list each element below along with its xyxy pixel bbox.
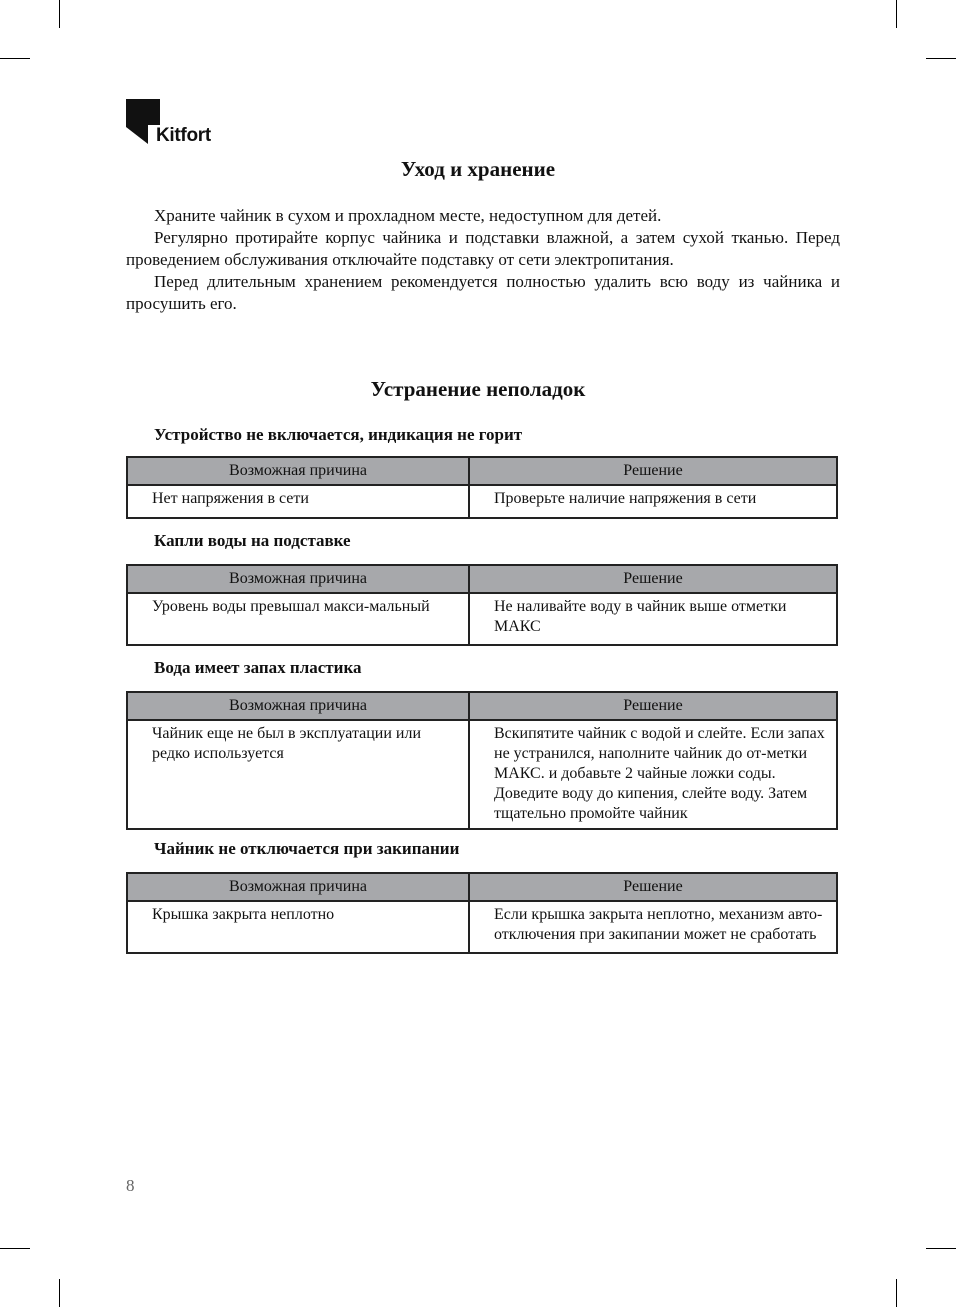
crop-mark [0,58,30,59]
header-cause: Возможная причина [127,565,469,593]
crop-mark [59,1279,60,1307]
troubleshooting-table [126,691,838,830]
cause-cell: Уровень воды превышал макси-мальный [127,593,469,645]
header-solution: Решение [469,692,837,720]
header-solution: Решение [469,873,837,901]
table-header-row [127,873,837,901]
cause-cell: Чайник еще не был в эксплуатации или редко используется [127,720,469,829]
cause-cell: Нет напряжения в сети [127,485,469,518]
crop-mark [59,0,60,28]
solution-cell: Если крышка закрыта неплотно, механизм авто-отключения при закипании может не сработать [469,901,837,953]
solution-cell: Вскипятите чайник с водой и слейте. Если запах не устранился, наполните чайник до от-метки МАКС. и добавьте 2 чайные ложки соды. Доведите воду до кипения, слейте воду. Затем тщательно промойте чайник [469,720,837,829]
crop-mark [0,1248,30,1249]
brand-logo [126,99,226,149]
crop-mark [896,1279,897,1307]
brand-name: Kitfort [156,125,211,146]
solution-cell: Не наливайте воду в чайник выше отметки МАКС [469,593,837,645]
table-header-row [127,565,837,593]
header-solution: Решение [469,565,837,593]
care-section-title: Уход и хранение [400,157,556,181]
troubleshooting-table [126,456,838,519]
table-header-row [127,692,837,720]
cause-cell: Крышка закрыта неплотно [127,901,469,953]
table-header-row [127,457,837,485]
table-row [127,593,837,645]
crop-mark [896,0,897,28]
problem-heading: Чайник не отключается при закипании [154,839,460,858]
header-cause: Возможная причина [127,692,469,720]
table-row [127,720,837,829]
crop-mark [926,1248,956,1249]
care-paragraph: Регулярно протирайте корпус чайника и подставки влажной, а затем сухой тканью. Перед проведением обслуживания отключайте подставку от сети электропитания. [126,228,840,269]
problem-heading: Капли воды на подставке [154,531,351,550]
problem-heading: Устройство не включается, индикация не горит [154,425,523,444]
table-row [127,485,837,518]
header-cause: Возможная причина [127,457,469,485]
troubleshooting-table [126,872,838,954]
header-cause: Возможная причина [127,873,469,901]
page-number: 8 [126,1176,135,1195]
problem-heading: Вода имеет запах пластика [154,658,362,677]
solution-cell: Проверьте наличие напряжения в сети [469,485,837,518]
care-paragraph: Храните чайник в сухом и прохладном месте, недоступном для детей. [154,206,662,225]
crop-mark [926,58,956,59]
header-solution: Решение [469,457,837,485]
care-paragraph: Перед длительным хранением рекомендуется полностью удалить всю воду из чайника и просушить его. [126,272,840,313]
troubleshooting-title: Устранение неполадок [370,377,586,401]
troubleshooting-table [126,564,838,646]
table-row [127,901,837,953]
